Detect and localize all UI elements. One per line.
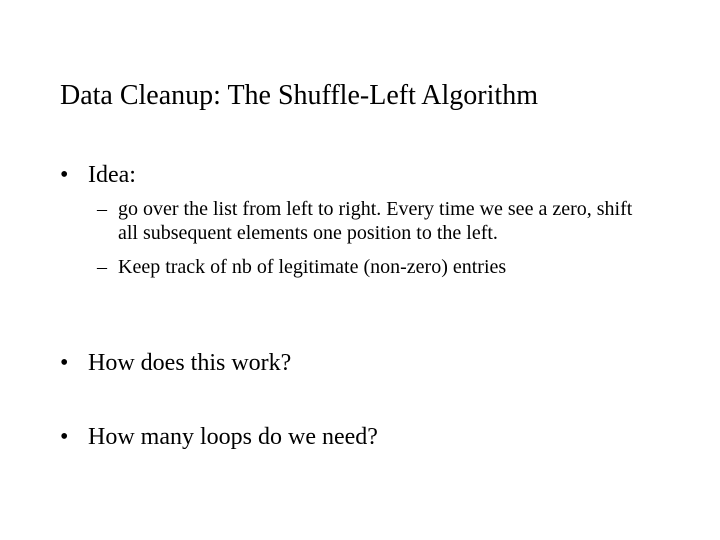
bullet-marker: • [60, 424, 69, 450]
dash-marker: – [97, 256, 107, 278]
bullet-idea [60, 160, 136, 190]
bullet-text: Idea: [88, 162, 136, 188]
bullet-marker: • [60, 350, 69, 376]
bullet-text: How many loops do we need? [88, 424, 378, 450]
sub-bullet-text: go over the list from left to right. Every time we see a zero, shift all subsequent elements one position to the left. [118, 198, 633, 244]
slide-title: Data Cleanup: The Shuffle-Left Algorithm [60, 80, 538, 111]
dash-marker: – [97, 198, 107, 220]
bullet-how-many-loops [60, 422, 378, 452]
sub-bullet-item [97, 255, 657, 279]
bullet-text: How does this work? [88, 350, 292, 376]
bullet-marker: • [60, 162, 69, 188]
sub-bullet-list [97, 197, 657, 279]
sub-bullet-item [97, 197, 657, 245]
bullet-how-does-this-work [60, 348, 291, 378]
sub-bullet-text: Keep track of nb of legitimate (non-zero) entries [118, 256, 507, 278]
